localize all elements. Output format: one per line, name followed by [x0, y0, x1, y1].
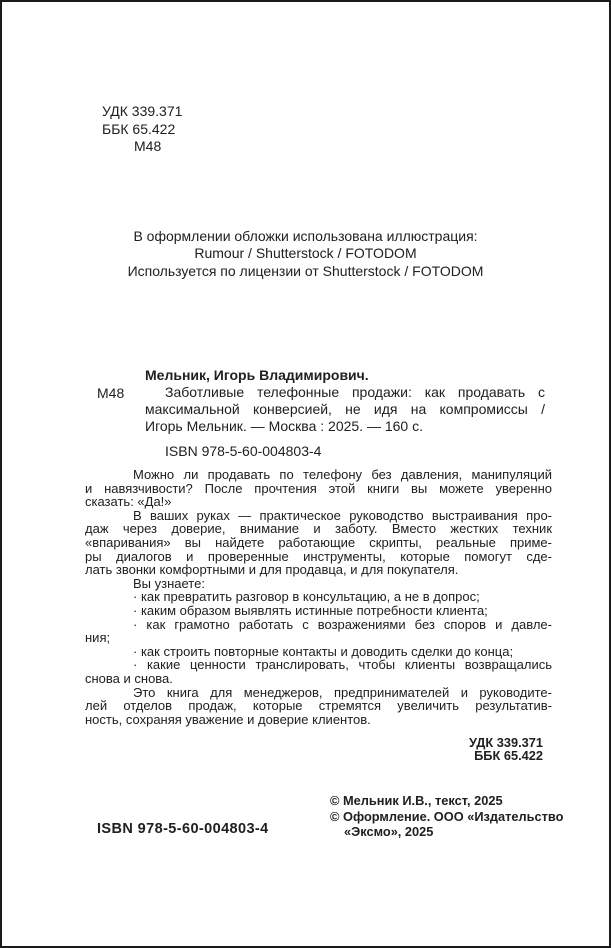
annotation-line: сказать: «Да!» — [85, 494, 172, 510]
isbn-catalog: ISBN 978-5-60-004803-4 — [165, 442, 322, 459]
annotation-line: В ваших руках — практическое руководство выстраивания про- — [133, 507, 552, 523]
annotation-line-group — [85, 686, 552, 727]
annotation-line: · как строить повторные контакты и доводить сделки до конца; — [133, 643, 514, 659]
catalog-description-lines — [145, 384, 545, 435]
annotation-line: Вы узнаете: — [133, 575, 205, 591]
copyright-line-group — [330, 793, 565, 809]
annotation-line-group — [85, 618, 552, 645]
author-sign-margin: М48 — [97, 384, 125, 401]
annotation-line: · как грамотно работать с возражениями без споров и давле- — [133, 616, 552, 632]
annotation-line: · каким образом выявлять истинные потребности клиента; — [133, 602, 488, 618]
isbn-bottom: ISBN 978-5-60-004803-4 — [97, 821, 269, 837]
annotation-line: даж через доверие, внимание и заботу. Вместо жестких техник — [85, 521, 552, 537]
annotation-line: · как превратить разговор в консультацию, а не в допрос; — [133, 589, 480, 605]
annotation-line-group — [85, 645, 552, 659]
annotation-line: Можно ли продавать по телефону без давления, манипуляций — [133, 467, 552, 482]
top-codes-block — [102, 103, 182, 156]
copyright-line: © Оформление. ООО «Издательство — [330, 808, 564, 824]
catalog-description-line: максимальной конверсией, не идя на компромиссы / — [145, 400, 545, 417]
copyright-line-group — [330, 809, 565, 840]
annotation-line: ния; — [85, 630, 111, 646]
cover-credit-line: Rumour / Shutterstock / FOTODOM — [194, 245, 417, 262]
cover-credit-line-group — [2, 245, 609, 262]
cover-credit-line: В оформлении обложки использована иллюстрация: — [133, 228, 478, 244]
udk-code: УДК 339.371 — [102, 103, 183, 119]
bbk-code: ББК 65.422 — [102, 120, 176, 137]
annotation-line-group — [85, 577, 552, 591]
cover-credit-line-group — [2, 228, 609, 245]
author-sign: М48 — [134, 138, 162, 154]
catalog-description — [97, 383, 545, 435]
annotation-line: · какие ценности транслировать, чтобы клиенты возвращались — [133, 657, 552, 673]
annotation-line: и навязчивости? После прочтения этой книги вы можете уверенно — [85, 480, 552, 496]
catalog-description-line: Заботливые телефонные продажи: как продавать с — [165, 383, 545, 400]
annotation-line-group — [85, 509, 552, 577]
copyright-line: «Эксмо», 2025 — [344, 824, 434, 840]
copyright-block — [330, 793, 565, 840]
annotation-line-group — [85, 590, 552, 604]
annotation-line: лей отделов продаж, которые стремятся увеличить результатив- — [85, 698, 552, 714]
annotation — [85, 468, 552, 726]
annotation-line-group — [85, 658, 552, 685]
catalog-card — [97, 367, 545, 460]
bottom-codes-block — [469, 736, 543, 762]
annotation-line: снова и снова. — [85, 670, 173, 686]
annotation-line: ность, сохраняя уважение и доверие клиентов. — [85, 711, 371, 727]
catalog-description-line-group — [145, 384, 545, 435]
annotation-line-group — [85, 468, 552, 509]
cover-credit-line-group — [2, 263, 609, 280]
catalog-description-line: Игорь Мельник. — Москва : 2025. — 160 с. — [145, 417, 423, 434]
author-heading: Мельник, Игорь Владимирович. — [145, 367, 369, 383]
cover-credit-line: Используется по лицензии от Shutterstock / FOTODOM — [127, 262, 484, 279]
copyright-line: © Мельник И.В., текст, 2025 — [330, 793, 503, 808]
annotation-line: лать звонки комфортными и для продавца, и для покупателя. — [85, 562, 459, 578]
cover-credit-block — [2, 228, 609, 280]
udk-code-bottom: УДК 339.371 — [468, 735, 543, 750]
annotation-line: ры диалогов и проверенные инструменты, которые помогут сде- — [85, 548, 552, 564]
annotation-line: «впаривания» вы найдете работающие скрипты, реальные приме- — [85, 534, 552, 550]
bbk-code-bottom: ББК 65.422 — [474, 748, 543, 764]
annotation-line-group — [85, 604, 552, 618]
annotation-line: Это книга для менеджеров, предпринимателей и руководите- — [133, 684, 552, 700]
